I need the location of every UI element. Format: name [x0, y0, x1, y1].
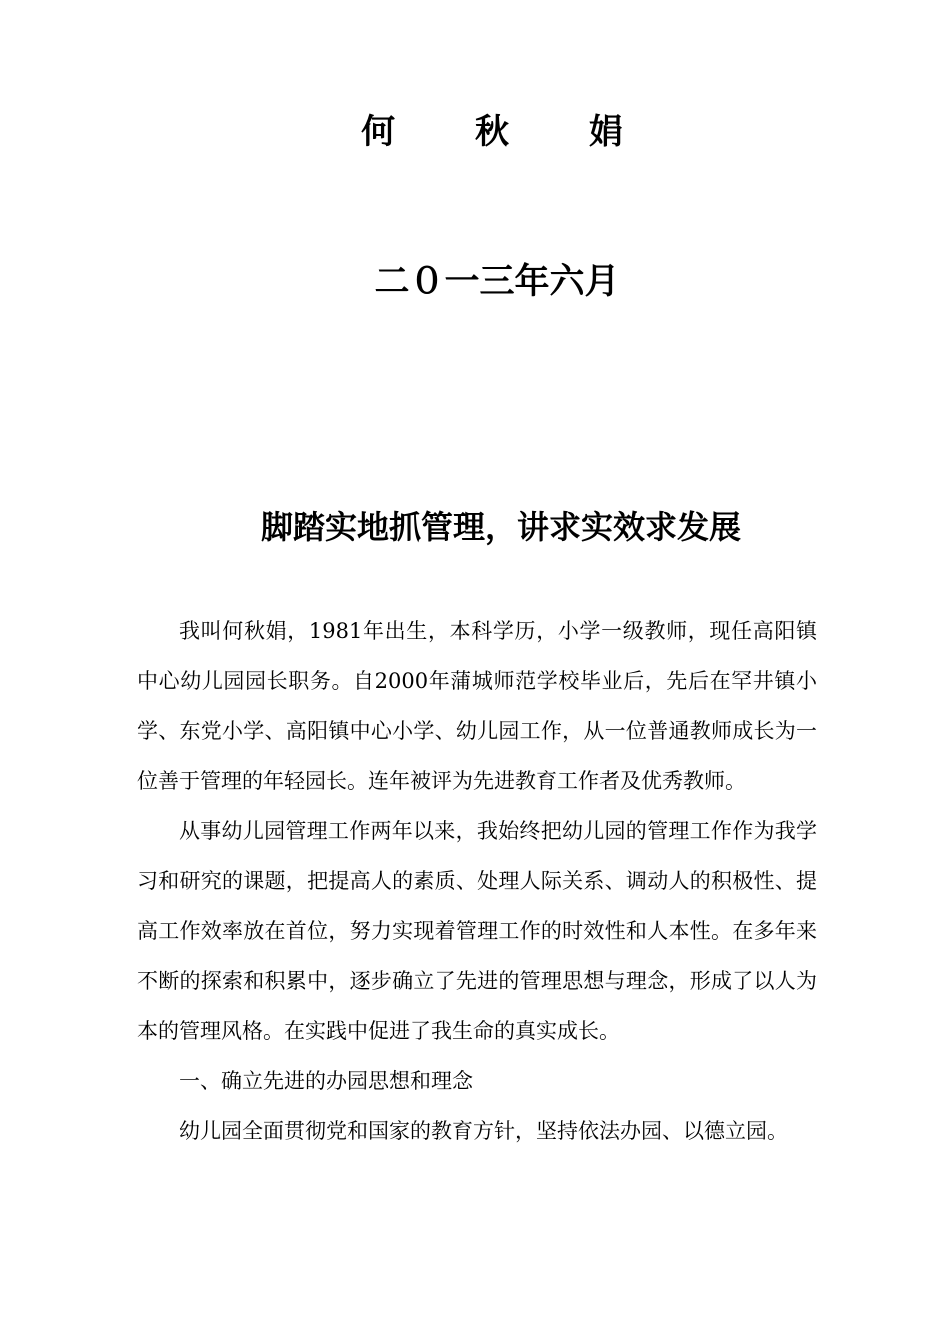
- section-heading: 一、确立先进的办园思想和理念: [179, 1069, 473, 1093]
- article-title: 脚踏实地抓管理，讲求实效求发展: [260, 508, 741, 546]
- author-name: 何 秋 娟: [361, 112, 657, 152]
- article-body: [137, 606, 817, 1156]
- document-date: 二０一三年六月: [374, 262, 620, 302]
- paragraph: 幼儿园全面贯彻党和国家的教育方针，坚持依法办园、以德立园。: [179, 1119, 788, 1143]
- paragraph: 我叫何秋娟，1981年出生，本科学历，小学一级教师，现任高阳镇中心幼儿园园长职务。自2000年蒲城师范学校毕业后，先后在罕井镇小学、东党小学、高阳镇中心小学、幼儿园工作，从一位普通教师成长为一位善于管理的年轻园长。连年被评为先进教育工作者及优秀教师。: [137, 619, 817, 793]
- paragraph: 从事幼儿园管理工作两年以来，我始终把幼儿园的管理工作作为我学习和研究的课题，把提高人的素质、处理人际关系、调动人的积极性、提高工作效率放在首位，努力实现着管理工作的时效性和人本性。在多年来不断的探索和积累中，逐步确立了先进的管理思想与理念，形成了以人为本的管理风格。在实践中促进了我生命的真实成长。: [137, 819, 817, 1043]
